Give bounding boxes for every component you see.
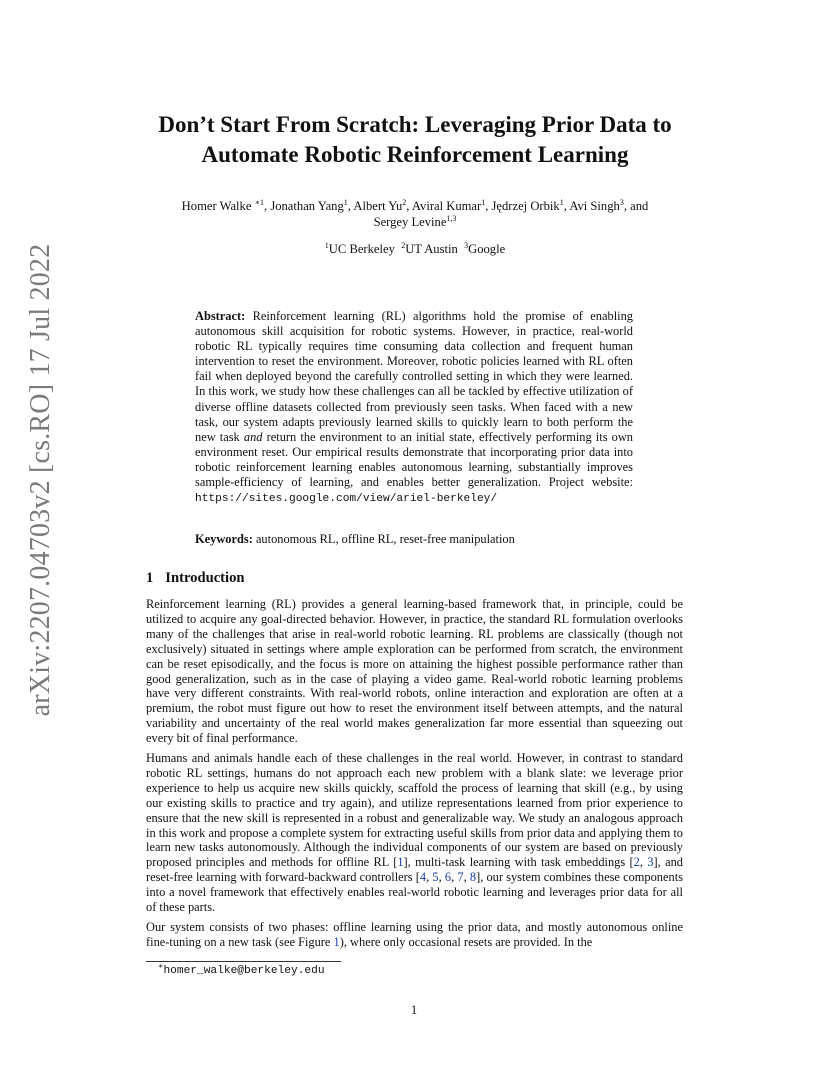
author-affiliation-mark: 2 [402, 197, 407, 207]
author-name: Jonathan Yang [270, 199, 344, 213]
citation-link[interactable]: 4 [419, 870, 427, 885]
paragraph-text: Our system consists of two phases: offline learning using the prior data, and mostly autonomous online fine-tuning on a new task (see Figure [146, 920, 683, 949]
author-name: Jędrzej Orbik [491, 199, 560, 213]
author-affiliation-mark: ∗1 [254, 197, 265, 207]
citation-link[interactable]: 7 [457, 870, 464, 885]
project-website-link[interactable]: https://sites.google.com/view/ariel-berkeley/ [195, 493, 498, 506]
abstract-text-continued: return the environment to an initial state, effectively performing its own environment reset. Our empirical results demonstrate that incorporating prior data into robotic reinforcement learning enables autonomous learning, substantially improves sample-efficiency of learning, and enables better generalization. Project website: [195, 429, 633, 490]
arxiv-identifier: arXiv:2207.04703v2 [cs.RO] 17 Jul 2022 [25, 243, 56, 717]
author-separator: , [347, 199, 354, 213]
author-affiliation-mark: 1 [343, 197, 348, 207]
arxiv-sidebar-stamp [18, 243, 64, 717]
author-name: Aviral Kumar [411, 199, 482, 213]
affiliation-mark: 1 [324, 240, 329, 250]
keywords-text: autonomous RL, offline RL, reset-free manipulation [255, 532, 515, 546]
affiliation-mark: 2 [401, 240, 406, 250]
author-name: Avi Singh [569, 199, 620, 213]
author-name: Albert Yu [353, 199, 403, 213]
affiliation-name: UT Austin [405, 242, 458, 256]
citation-link[interactable]: 2 [633, 855, 640, 870]
author-separator: , [264, 199, 271, 213]
footnote [158, 961, 325, 977]
intro-paragraph-2: Humans and animals handle each of these challenges in the real world. However, in contrast to standard robotic RL settings, humans do not approach each new problem with a blank slate: we leverage prior experience to help us acquire new skills quickly, scaffold the process of learning that skill (e.g., by using our existing skills to practice and try again), and utilize representations learned from prior experience to ensure that the new skill is represented in a robust and generalizable way. We study an analogous approach in this work and propose a complete system for extracting useful skills from prior data and applying them to learn new tasks autonomously. Although the individual components of our system are based on previously proposed principles and methods for offline RL [1], multi-task learning with task embeddings [2, 3], and reset-free learning with forward-backward controllers [4, 5, 6, 7, 8], our system combines these components into a novel framework that effectively enables real-world robotic learning and leverages prior data for all of these parts. [146, 751, 683, 915]
author-affiliation-mark: 1 [559, 197, 564, 207]
abstract-text: Reinforcement learning (RL) algorithms hold the promise of enabling autonomous skill acquisition for robotic systems. However, in practice, real-world robotic RL typically requires time consuming data collection and frequent human intervention to reset the environment. Moreover, robotic policies learned with RL often fail when deployed beyond the carefully controlled setting in which they were learned. In this work, we study how these challenges can all be tackled by effective utilization of diverse offline datasets collected from previously seen tasks. When faced with a new task, our system adapts previously learned skills to quickly learn to both perform the new task [195, 309, 633, 444]
author-separator: , and [623, 199, 649, 213]
citation-link[interactable]: 3 [647, 855, 654, 870]
author-name: Sergey Levine [373, 215, 447, 229]
title-line-2: Automate Robotic Reinforcement Learning [201, 142, 629, 167]
citation-link[interactable]: 1 [397, 855, 404, 870]
author-name: Homer Walke [181, 199, 252, 213]
affiliations [140, 241, 690, 257]
section-title: Introduction [165, 570, 245, 586]
paragraph-text: ], our system combines these components into a novel framework that effectively enables real-world robotic learning and leverages prior data for all of these parts. [146, 870, 683, 915]
paragraph-text: ], multi-task learning with task embeddings [ [403, 855, 634, 870]
author-separator: , [485, 199, 492, 213]
paper-title [120, 110, 710, 170]
footnote-email: homer_walke@berkeley.edu [163, 965, 325, 977]
intro-paragraph-3 [146, 920, 683, 950]
affiliation-name: Google [468, 242, 506, 256]
keywords-label: Keywords: [195, 532, 253, 546]
footnote-mark: ∗ [158, 961, 164, 971]
section-heading-introduction [146, 570, 245, 587]
figure-reference-link[interactable]: 1 [333, 934, 340, 949]
author-separator: , [563, 199, 570, 213]
abstract-label: Abstract: [195, 309, 246, 323]
section-number: 1 [146, 570, 154, 586]
citation-link[interactable]: 5 [432, 870, 439, 885]
affiliation-name: UC Berkeley [328, 242, 395, 256]
title-line-1: Don’t Start From Scratch: Leveraging Prior Data to [158, 112, 672, 137]
footnote-divider [146, 961, 341, 962]
affiliation-mark: 3 [464, 240, 469, 250]
author-list [140, 198, 690, 230]
abstract-emphasis: and [243, 429, 263, 444]
citation-link[interactable]: 6 [444, 870, 452, 885]
author-affiliation-mark: 3 [619, 197, 624, 207]
paragraph-text: Humans and animals handle each of these challenges in the real world. However, in contrast to standard robotic RL settings, humans do not approach each new problem with a blank slate: we leverage prior experience to help us acquire new skills quickly, scaffold the process of learning that skill (e.g., by using our existing skills to practice and try again), and utilize representations learned from prior experience to ensure that the new skill is represented in a robust and generalizable way. We study an analogous approach in this work and propose a complete system for extracting useful skills from prior data and applying them to learn new tasks autonomously. Although the individual components of our system are based on previously proposed principles and methods for offline RL [ [146, 751, 683, 870]
author-affiliation-mark: 1,3 [446, 213, 457, 223]
citation-link[interactable]: 8 [469, 870, 477, 885]
keywords [195, 532, 633, 547]
intro-paragraph-1: Reinforcement learning (RL) provides a general learning-based framework that, in principle, could be utilized to acquire any goal-directed behavior. However, in practice, the standard RL formulation overlooks many of the challenges that arise in real-world robotic learning. RL problems are classically (though not exclusively) situated in settings where ample exploration can be performed from scratch, the environment can be reset episodically, and the focus is more on attaining the highest possible performance rather than good generalization, such as in the case of playing a video game. Real-world robotic learning problems have very different constraints. With real-world robots, online interaction and exploration are often at a premium, the robot must figure out how to reset the environment itself between attempts, and the natural variability and uncertainty of the real world makes generalization far more essential than squeezing out every bit of final performance. [146, 597, 683, 746]
paragraph-text: ], and reset-free learning with forward-backward controllers [ [146, 855, 683, 885]
author-separator: , [406, 199, 412, 213]
abstract [195, 309, 633, 507]
page-number: 1 [410, 1003, 418, 1017]
paragraph-text: ), where only occasional resets are provided. In the [339, 934, 593, 949]
author-affiliation-mark: 1 [481, 197, 486, 207]
